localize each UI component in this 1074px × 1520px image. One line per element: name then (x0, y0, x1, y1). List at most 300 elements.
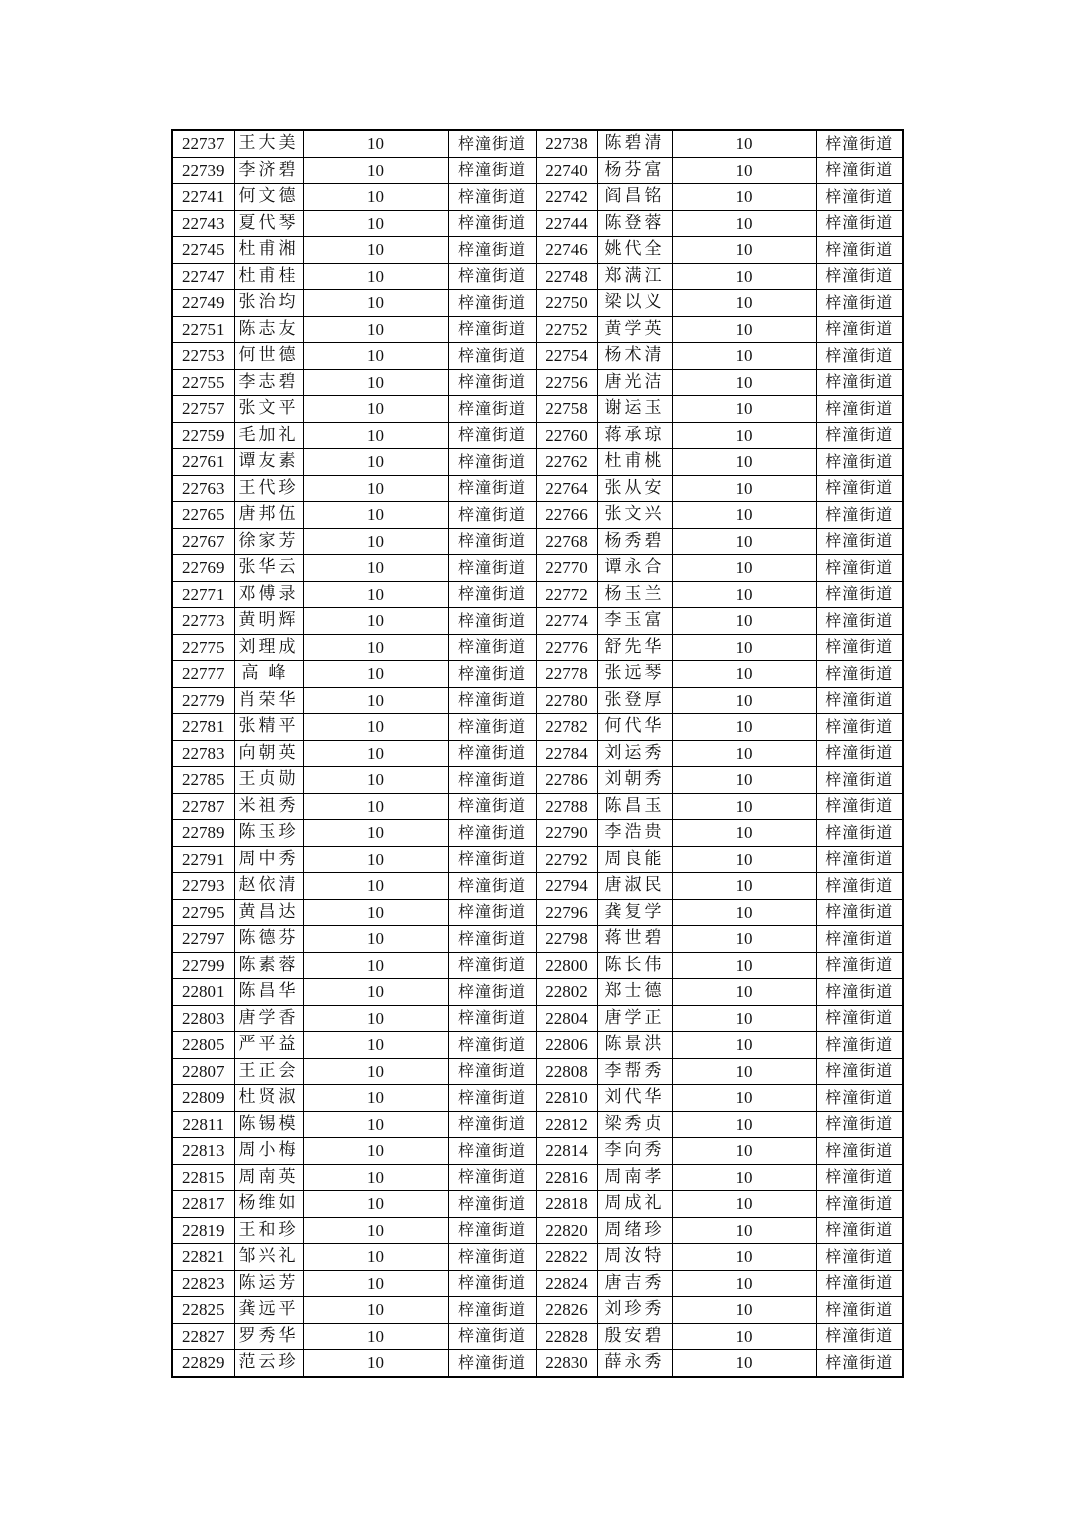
table-row (172, 661, 903, 688)
person-name-cell: 罗秀华 (234, 1323, 303, 1350)
person-name-cell: 陈玉珍 (234, 820, 303, 847)
record-number-cell: 22799 (172, 952, 234, 979)
table-row (172, 184, 903, 211)
record-number-cell: 22749 (172, 290, 234, 317)
street-name-cell: 梓潼街道 (448, 475, 536, 502)
street-name-cell: 梓潼街道 (816, 210, 903, 237)
street-name-cell: 梓潼街道 (816, 1350, 903, 1377)
amount-cell: 10 (303, 1138, 448, 1165)
amount-cell: 10 (303, 714, 448, 741)
record-number-cell: 22754 (536, 343, 597, 370)
street-name-cell: 梓潼街道 (816, 396, 903, 423)
amount-cell: 10 (303, 1191, 448, 1218)
amount-cell: 10 (672, 634, 816, 661)
record-number-cell: 22816 (536, 1164, 597, 1191)
person-name-cell: 李玉富 (597, 608, 672, 635)
record-number-cell: 22810 (536, 1085, 597, 1112)
record-number-cell: 22770 (536, 555, 597, 582)
amount-cell: 10 (672, 1058, 816, 1085)
person-name-cell: 张精平 (234, 714, 303, 741)
record-number-cell: 22766 (536, 502, 597, 529)
street-name-cell: 梓潼街道 (448, 263, 536, 290)
record-number-cell: 22757 (172, 396, 234, 423)
street-name-cell: 梓潼街道 (816, 475, 903, 502)
street-name-cell: 梓潼街道 (816, 661, 903, 688)
street-name-cell: 梓潼街道 (448, 1164, 536, 1191)
street-name-cell: 梓潼街道 (448, 290, 536, 317)
street-name-cell: 梓潼街道 (448, 926, 536, 953)
record-number-cell: 22762 (536, 449, 597, 476)
person-name-cell: 杨维如 (234, 1191, 303, 1218)
amount-cell: 10 (303, 290, 448, 317)
amount-cell: 10 (672, 449, 816, 476)
person-name-cell: 唐学香 (234, 1005, 303, 1032)
record-number-cell: 22748 (536, 263, 597, 290)
record-number-cell: 22744 (536, 210, 597, 237)
table-row (172, 767, 903, 794)
person-name-cell: 薛永秀 (597, 1350, 672, 1377)
street-name-cell: 梓潼街道 (448, 396, 536, 423)
amount-cell: 10 (303, 873, 448, 900)
amount-cell: 10 (303, 422, 448, 449)
amount-cell: 10 (672, 608, 816, 635)
person-name-cell: 蒋承琼 (597, 422, 672, 449)
amount-cell: 10 (672, 661, 816, 688)
record-number-cell: 22807 (172, 1058, 234, 1085)
street-name-cell: 梓潼街道 (448, 714, 536, 741)
street-name-cell: 梓潼街道 (816, 820, 903, 847)
record-number-cell: 22745 (172, 237, 234, 264)
record-number-cell: 22829 (172, 1350, 234, 1377)
table-row (172, 820, 903, 847)
person-name-cell: 范云珍 (234, 1350, 303, 1377)
table-row (172, 1350, 903, 1377)
record-number-cell: 22743 (172, 210, 234, 237)
person-name-cell: 周成礼 (597, 1191, 672, 1218)
record-number-cell: 22809 (172, 1085, 234, 1112)
person-name-cell: 陈素蓉 (234, 952, 303, 979)
record-number-cell: 22746 (536, 237, 597, 264)
amount-cell: 10 (672, 290, 816, 317)
street-name-cell: 梓潼街道 (816, 1323, 903, 1350)
street-name-cell: 梓潼街道 (816, 422, 903, 449)
street-name-cell: 梓潼街道 (448, 555, 536, 582)
table-row (172, 1297, 903, 1324)
person-name-cell: 张治均 (234, 290, 303, 317)
street-name-cell: 梓潼街道 (816, 1085, 903, 1112)
person-name-cell: 唐吉秀 (597, 1270, 672, 1297)
person-name-cell: 严平益 (234, 1032, 303, 1059)
amount-cell: 10 (672, 316, 816, 343)
amount-cell: 10 (672, 555, 816, 582)
street-name-cell: 梓潼街道 (448, 157, 536, 184)
record-number-cell: 22811 (172, 1111, 234, 1138)
amount-cell: 10 (672, 820, 816, 847)
amount-cell: 10 (303, 687, 448, 714)
street-name-cell: 梓潼街道 (816, 793, 903, 820)
street-name-cell: 梓潼街道 (448, 873, 536, 900)
person-name-cell: 周南孝 (597, 1164, 672, 1191)
street-name-cell: 梓潼街道 (816, 1244, 903, 1271)
street-name-cell: 梓潼街道 (448, 952, 536, 979)
street-name-cell: 梓潼街道 (816, 634, 903, 661)
person-name-cell: 龚远平 (234, 1297, 303, 1324)
record-number-cell: 22793 (172, 873, 234, 900)
amount-cell: 10 (303, 926, 448, 953)
street-name-cell: 梓潼街道 (448, 130, 536, 157)
person-name-cell: 殷安碧 (597, 1323, 672, 1350)
record-number-cell: 22768 (536, 528, 597, 555)
table-row (172, 687, 903, 714)
amount-cell: 10 (303, 1244, 448, 1271)
street-name-cell: 梓潼街道 (816, 1217, 903, 1244)
amount-cell: 10 (303, 263, 448, 290)
amount-cell: 10 (303, 210, 448, 237)
record-number-cell: 22784 (536, 740, 597, 767)
street-name-cell: 梓潼街道 (448, 846, 536, 873)
table-row (172, 1005, 903, 1032)
street-name-cell: 梓潼街道 (816, 130, 903, 157)
record-number-cell: 22785 (172, 767, 234, 794)
amount-cell: 10 (303, 1058, 448, 1085)
person-name-cell: 周南英 (234, 1164, 303, 1191)
record-number-cell: 22781 (172, 714, 234, 741)
table-row (172, 1085, 903, 1112)
person-name-cell: 王代珍 (234, 475, 303, 502)
record-number-cell: 22751 (172, 316, 234, 343)
person-name-cell: 郑士德 (597, 979, 672, 1006)
record-number-cell: 22759 (172, 422, 234, 449)
amount-cell: 10 (303, 767, 448, 794)
street-name-cell: 梓潼街道 (448, 1217, 536, 1244)
street-name-cell: 梓潼街道 (816, 1164, 903, 1191)
amount-cell: 10 (672, 422, 816, 449)
amount-cell: 10 (303, 952, 448, 979)
amount-cell: 10 (672, 396, 816, 423)
street-name-cell: 梓潼街道 (448, 793, 536, 820)
street-name-cell: 梓潼街道 (816, 449, 903, 476)
record-number-cell: 22755 (172, 369, 234, 396)
record-number-cell: 22828 (536, 1323, 597, 1350)
record-number-cell: 22758 (536, 396, 597, 423)
street-name-cell: 梓潼街道 (448, 237, 536, 264)
street-name-cell: 梓潼街道 (816, 608, 903, 635)
table-row (172, 1164, 903, 1191)
record-number-cell: 22803 (172, 1005, 234, 1032)
table-row (172, 449, 903, 476)
person-name-cell: 杜甫湘 (234, 237, 303, 264)
street-name-cell: 梓潼街道 (448, 634, 536, 661)
street-name-cell: 梓潼街道 (448, 1350, 536, 1377)
person-name-cell: 周绪珍 (597, 1217, 672, 1244)
street-name-cell: 梓潼街道 (448, 687, 536, 714)
table-row (172, 952, 903, 979)
record-number-cell: 22820 (536, 1217, 597, 1244)
street-name-cell: 梓潼街道 (816, 555, 903, 582)
street-name-cell: 梓潼街道 (816, 237, 903, 264)
person-name-cell: 何文德 (234, 184, 303, 211)
amount-cell: 10 (303, 1085, 448, 1112)
amount-cell: 10 (303, 1323, 448, 1350)
person-name-cell: 唐淑民 (597, 873, 672, 900)
table-row (172, 873, 903, 900)
amount-cell: 10 (672, 714, 816, 741)
amount-cell: 10 (303, 1005, 448, 1032)
amount-cell: 10 (303, 130, 448, 157)
amount-cell: 10 (303, 369, 448, 396)
street-name-cell: 梓潼街道 (816, 1005, 903, 1032)
record-number-cell: 22767 (172, 528, 234, 555)
record-number-cell: 22786 (536, 767, 597, 794)
street-name-cell: 梓潼街道 (816, 1297, 903, 1324)
street-name-cell: 梓潼街道 (448, 899, 536, 926)
record-number-cell: 22780 (536, 687, 597, 714)
amount-cell: 10 (303, 396, 448, 423)
record-number-cell: 22805 (172, 1032, 234, 1059)
person-name-cell: 李志碧 (234, 369, 303, 396)
amount-cell: 10 (672, 210, 816, 237)
amount-cell: 10 (303, 1111, 448, 1138)
amount-cell: 10 (303, 237, 448, 264)
record-number-cell: 22812 (536, 1111, 597, 1138)
record-number-cell: 22827 (172, 1323, 234, 1350)
person-name-cell: 周中秀 (234, 846, 303, 873)
table-row (172, 634, 903, 661)
table-row (172, 290, 903, 317)
person-name-cell: 唐光洁 (597, 369, 672, 396)
amount-cell: 10 (672, 343, 816, 370)
street-name-cell: 梓潼街道 (816, 1058, 903, 1085)
amount-cell: 10 (303, 1032, 448, 1059)
amount-cell: 10 (303, 449, 448, 476)
street-name-cell: 梓潼街道 (816, 343, 903, 370)
record-number-cell: 22771 (172, 581, 234, 608)
record-number-cell: 22794 (536, 873, 597, 900)
person-name-cell: 谭友素 (234, 449, 303, 476)
street-name-cell: 梓潼街道 (816, 767, 903, 794)
person-name-cell: 阎昌铭 (597, 184, 672, 211)
street-name-cell: 梓潼街道 (448, 581, 536, 608)
amount-cell: 10 (672, 1138, 816, 1165)
amount-cell: 10 (672, 1270, 816, 1297)
street-name-cell: 梓潼街道 (816, 581, 903, 608)
street-name-cell: 梓潼街道 (816, 740, 903, 767)
person-name-cell: 陈运芳 (234, 1270, 303, 1297)
table-row (172, 1270, 903, 1297)
street-name-cell: 梓潼街道 (816, 1191, 903, 1218)
street-name-cell: 梓潼街道 (448, 608, 536, 635)
table-row (172, 714, 903, 741)
street-name-cell: 梓潼街道 (448, 767, 536, 794)
table-row (172, 369, 903, 396)
record-number-cell: 22830 (536, 1350, 597, 1377)
table-row (172, 1032, 903, 1059)
person-name-cell: 黄昌达 (234, 899, 303, 926)
street-name-cell: 梓潼街道 (448, 369, 536, 396)
person-name-cell: 杨芬富 (597, 157, 672, 184)
table-row (172, 926, 903, 953)
record-number-cell: 22741 (172, 184, 234, 211)
street-name-cell: 梓潼街道 (448, 1191, 536, 1218)
amount-cell: 10 (303, 157, 448, 184)
amount-cell: 10 (672, 952, 816, 979)
street-name-cell: 梓潼街道 (816, 502, 903, 529)
record-number-cell: 22740 (536, 157, 597, 184)
amount-cell: 10 (672, 581, 816, 608)
record-number-cell: 22769 (172, 555, 234, 582)
amount-cell: 10 (672, 1111, 816, 1138)
amount-cell: 10 (672, 687, 816, 714)
amount-cell: 10 (672, 1350, 816, 1377)
person-name-cell: 陈志友 (234, 316, 303, 343)
person-name-cell: 蒋世碧 (597, 926, 672, 953)
street-name-cell: 梓潼街道 (448, 1058, 536, 1085)
person-name-cell: 夏代琴 (234, 210, 303, 237)
street-name-cell: 梓潼街道 (448, 343, 536, 370)
record-number-cell: 22806 (536, 1032, 597, 1059)
amount-cell: 10 (303, 846, 448, 873)
record-number-cell: 22802 (536, 979, 597, 1006)
record-number-cell: 22825 (172, 1297, 234, 1324)
table-row (172, 475, 903, 502)
table-row (172, 740, 903, 767)
amount-cell: 10 (303, 740, 448, 767)
street-name-cell: 梓潼街道 (816, 1138, 903, 1165)
record-number-cell: 22779 (172, 687, 234, 714)
record-number-cell: 22800 (536, 952, 597, 979)
street-name-cell: 梓潼街道 (448, 1244, 536, 1271)
amount-cell: 10 (672, 1244, 816, 1271)
amount-cell: 10 (672, 926, 816, 953)
record-number-cell: 22790 (536, 820, 597, 847)
street-name-cell: 梓潼街道 (448, 184, 536, 211)
table-row (172, 581, 903, 608)
amount-cell: 10 (303, 555, 448, 582)
amount-cell: 10 (672, 157, 816, 184)
record-number-cell: 22772 (536, 581, 597, 608)
person-name-cell: 陈昌华 (234, 979, 303, 1006)
record-number-cell: 22760 (536, 422, 597, 449)
record-number-cell: 22737 (172, 130, 234, 157)
table-row (172, 1138, 903, 1165)
street-name-cell: 梓潼街道 (448, 1032, 536, 1059)
street-name-cell: 梓潼街道 (448, 210, 536, 237)
amount-cell: 10 (672, 1085, 816, 1112)
person-name-cell: 黄明辉 (234, 608, 303, 635)
record-number-cell: 22826 (536, 1297, 597, 1324)
record-number-cell: 22787 (172, 793, 234, 820)
table-row (172, 1058, 903, 1085)
record-number-cell: 22761 (172, 449, 234, 476)
street-name-cell: 梓潼街道 (816, 979, 903, 1006)
record-number-cell: 22747 (172, 263, 234, 290)
table-row (172, 1191, 903, 1218)
amount-cell: 10 (303, 475, 448, 502)
table-row (172, 237, 903, 264)
street-name-cell: 梓潼街道 (816, 1111, 903, 1138)
person-name-cell: 谢运玉 (597, 396, 672, 423)
person-name-cell: 李浩贵 (597, 820, 672, 847)
record-number-cell: 22763 (172, 475, 234, 502)
street-name-cell: 梓潼街道 (448, 1270, 536, 1297)
record-number-cell: 22776 (536, 634, 597, 661)
record-number-cell: 22823 (172, 1270, 234, 1297)
record-number-cell: 22764 (536, 475, 597, 502)
amount-cell: 10 (303, 528, 448, 555)
person-name-cell: 肖荣华 (234, 687, 303, 714)
table-row (172, 1244, 903, 1271)
record-number-cell: 22774 (536, 608, 597, 635)
street-name-cell: 梓潼街道 (448, 1323, 536, 1350)
amount-cell: 10 (303, 502, 448, 529)
amount-cell: 10 (672, 1323, 816, 1350)
person-name-cell: 陈碧清 (597, 130, 672, 157)
record-number-cell: 22775 (172, 634, 234, 661)
person-name-cell: 刘理成 (234, 634, 303, 661)
person-name-cell: 刘运秀 (597, 740, 672, 767)
amount-cell: 10 (672, 846, 816, 873)
person-name-cell: 陈德芬 (234, 926, 303, 953)
street-name-cell: 梓潼街道 (816, 316, 903, 343)
street-name-cell: 梓潼街道 (816, 263, 903, 290)
person-name-cell: 张文平 (234, 396, 303, 423)
street-name-cell: 梓潼街道 (448, 1297, 536, 1324)
record-number-cell: 22750 (536, 290, 597, 317)
person-name-cell: 王正会 (234, 1058, 303, 1085)
amount-cell: 10 (672, 502, 816, 529)
amount-cell: 10 (672, 767, 816, 794)
person-name-cell: 张从安 (597, 475, 672, 502)
amount-cell: 10 (303, 899, 448, 926)
street-name-cell: 梓潼街道 (448, 1085, 536, 1112)
table-row (172, 979, 903, 1006)
person-name-cell: 周小梅 (234, 1138, 303, 1165)
amount-cell: 10 (672, 130, 816, 157)
street-name-cell: 梓潼街道 (816, 157, 903, 184)
record-number-cell: 22815 (172, 1164, 234, 1191)
street-name-cell: 梓潼街道 (816, 899, 903, 926)
person-name-cell: 李帮秀 (597, 1058, 672, 1085)
street-name-cell: 梓潼街道 (448, 316, 536, 343)
record-number-cell: 22819 (172, 1217, 234, 1244)
record-number-cell: 22773 (172, 608, 234, 635)
table-row (172, 608, 903, 635)
record-number-cell: 22756 (536, 369, 597, 396)
amount-cell: 10 (672, 740, 816, 767)
record-number-cell: 22798 (536, 926, 597, 953)
amount-cell: 10 (672, 1217, 816, 1244)
record-number-cell: 22797 (172, 926, 234, 953)
record-number-cell: 22817 (172, 1191, 234, 1218)
amount-cell: 10 (303, 979, 448, 1006)
amount-cell: 10 (672, 899, 816, 926)
person-name-cell: 王贞勋 (234, 767, 303, 794)
record-number-cell: 22791 (172, 846, 234, 873)
person-name-cell: 米祖秀 (234, 793, 303, 820)
record-number-cell: 22778 (536, 661, 597, 688)
person-name-cell: 唐学正 (597, 1005, 672, 1032)
amount-cell: 10 (672, 1032, 816, 1059)
amount-cell: 10 (672, 1191, 816, 1218)
street-name-cell: 梓潼街道 (816, 687, 903, 714)
amount-cell: 10 (303, 1270, 448, 1297)
record-number-cell: 22783 (172, 740, 234, 767)
person-name-cell: 龚复学 (597, 899, 672, 926)
street-name-cell: 梓潼街道 (448, 528, 536, 555)
record-number-cell: 22792 (536, 846, 597, 873)
street-name-cell: 梓潼街道 (816, 952, 903, 979)
amount-cell: 10 (303, 634, 448, 661)
